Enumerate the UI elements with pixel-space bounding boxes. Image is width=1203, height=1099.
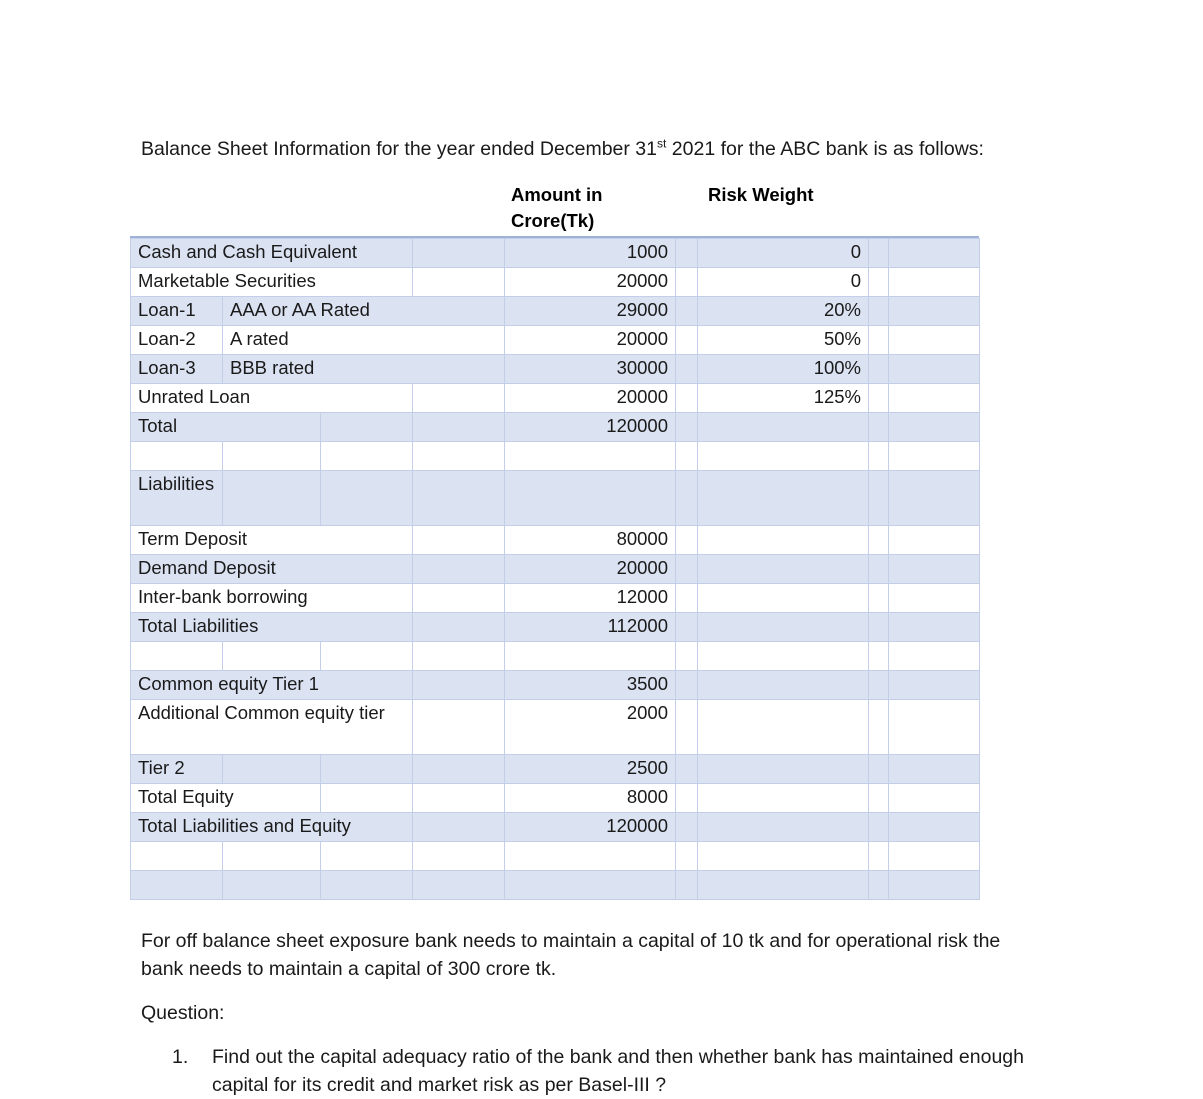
table-cell-empty — [889, 526, 980, 555]
table-cell-amount: 112000 — [505, 613, 676, 642]
table-cell-empty — [869, 784, 889, 813]
table-cell-spacer — [676, 584, 698, 613]
table-cell-empty — [413, 584, 505, 613]
table-cell-empty — [413, 784, 505, 813]
table-row — [131, 384, 980, 413]
table-row — [131, 297, 980, 326]
table-cell-spacer — [676, 755, 698, 784]
table-cell-amount: 29000 — [505, 297, 676, 326]
table-cell-empty — [889, 239, 980, 268]
table-cell-spacer — [676, 471, 698, 526]
table-cell-amount: 20000 — [505, 555, 676, 584]
table-cell-empty — [889, 584, 980, 613]
table-cell-empty — [869, 642, 889, 671]
table-cell-empty — [131, 442, 223, 471]
table-cell-empty — [698, 842, 869, 871]
table-cell-risk-weight: 20% — [698, 297, 869, 326]
table-cell-empty — [889, 700, 980, 755]
table-cell-label: Loan-3 — [131, 355, 223, 384]
table-cell-empty — [869, 297, 889, 326]
table-row — [131, 584, 980, 613]
list-item-marker: 1. — [172, 1046, 189, 1068]
table-cell-amount: 3500 — [505, 671, 676, 700]
table-cell-risk-weight — [698, 813, 869, 842]
table-cell-empty — [869, 755, 889, 784]
table-cell-amount: 2000 — [505, 700, 676, 755]
table-cell-empty — [321, 442, 413, 471]
table-cell-empty — [321, 784, 413, 813]
table-cell-empty — [131, 842, 223, 871]
table-cell-empty — [889, 442, 980, 471]
table-cell-empty — [869, 239, 889, 268]
table-cell-amount: 8000 — [505, 784, 676, 813]
table-cell-empty — [223, 871, 321, 900]
table-cell-empty — [413, 526, 505, 555]
table-cell-risk-weight: 50% — [698, 326, 869, 355]
table-row — [131, 700, 980, 755]
table-cell-label: Demand Deposit — [131, 555, 413, 584]
table-cell-risk-weight: 0 — [698, 239, 869, 268]
table-row — [131, 326, 980, 355]
balance-sheet-table-wrapper — [130, 236, 979, 900]
list-item-text: Find out the capital adequacy ratio of the bank and then whether bank has maintained enough capital for its credit and market risk as per Basel-III ? — [212, 1046, 1024, 1096]
table-cell-rating: BBB rated — [223, 355, 505, 384]
table-cell-empty — [869, 384, 889, 413]
table-cell-empty — [413, 671, 505, 700]
table-cell-empty — [698, 442, 869, 471]
table-cell-empty — [676, 871, 698, 900]
note-paragraph: For off balance sheet exposure bank needs to maintain a capital of 10 tk and for operational risk the bank needs to maintain a capital of 300 crore tk. — [141, 930, 1001, 980]
list-item — [141, 1043, 1071, 1099]
table-cell-empty — [223, 842, 321, 871]
table-cell-empty — [413, 613, 505, 642]
table-cell-amount — [505, 471, 676, 526]
table-cell-amount: 80000 — [505, 526, 676, 555]
table-cell-label: Common equity Tier 1 — [131, 671, 413, 700]
table-cell-empty — [321, 755, 413, 784]
table-cell-risk-weight — [698, 526, 869, 555]
table-cell-empty — [413, 642, 505, 671]
table-cell-empty — [889, 871, 980, 900]
table-row — [131, 526, 980, 555]
table-cell-empty — [413, 268, 505, 297]
table-cell-empty — [223, 442, 321, 471]
table-row — [131, 442, 980, 471]
table-cell-empty — [869, 813, 889, 842]
table-cell-empty — [869, 526, 889, 555]
table-cell-empty — [413, 755, 505, 784]
table-cell-empty — [869, 842, 889, 871]
table-cell-spacer — [676, 526, 698, 555]
table-cell-empty — [413, 442, 505, 471]
table-cell-risk-weight — [698, 555, 869, 584]
table-cell-spacer — [676, 355, 698, 384]
table-cell-empty — [131, 642, 223, 671]
table-cell-empty — [869, 268, 889, 297]
table-cell-empty — [889, 755, 980, 784]
table-cell-empty — [889, 842, 980, 871]
ordinal-suffix: st — [656, 136, 667, 151]
table-cell-risk-weight — [698, 471, 869, 526]
table-row — [131, 613, 980, 642]
table-cell-empty — [889, 471, 980, 526]
table-cell-risk-weight — [698, 784, 869, 813]
table-cell-empty — [413, 842, 505, 871]
table-cell-spacer — [676, 297, 698, 326]
table-cell-amount: 30000 — [505, 355, 676, 384]
table-cell-risk-weight: 0 — [698, 268, 869, 297]
table-cell-empty — [869, 613, 889, 642]
table-cell-label: Unrated Loan — [131, 384, 413, 413]
table-cell-empty — [505, 642, 676, 671]
table-cell-empty — [698, 642, 869, 671]
table-cell-empty — [321, 471, 413, 526]
table-cell-label: Term Deposit — [131, 526, 413, 555]
column-header-amount: Amount in Crore(Tk) — [511, 184, 603, 231]
table-cell-amount: 1000 — [505, 239, 676, 268]
balance-sheet-table-body — [131, 239, 980, 900]
table-cell-empty — [889, 671, 980, 700]
table-cell-empty — [698, 871, 869, 900]
table-cell-amount: 12000 — [505, 584, 676, 613]
table-cell-label: Total Liabilities — [131, 613, 413, 642]
table-cell-risk-weight — [698, 755, 869, 784]
table-row — [131, 784, 980, 813]
table-cell-rating: AAA or AA Rated — [223, 297, 505, 326]
table-cell-empty — [223, 755, 321, 784]
table-cell-label: Cash and Cash Equivalent — [131, 239, 413, 268]
table-cell-empty — [505, 842, 676, 871]
table-row — [131, 239, 980, 268]
question-label: Question: — [141, 1002, 225, 1024]
intro-sentence — [141, 136, 984, 163]
table-cell-spacer — [676, 268, 698, 297]
table-cell-empty — [223, 642, 321, 671]
table-cell-empty — [131, 871, 223, 900]
table-row — [131, 471, 980, 526]
table-row — [131, 555, 980, 584]
table-cell-spacer — [676, 613, 698, 642]
table-cell-empty — [869, 871, 889, 900]
table-cell-empty — [889, 784, 980, 813]
table-cell-risk-weight — [698, 671, 869, 700]
table-cell-amount: 120000 — [505, 413, 676, 442]
table-cell-empty — [889, 326, 980, 355]
table-cell-risk-weight — [698, 413, 869, 442]
table-cell-spacer — [676, 671, 698, 700]
table-cell-empty — [676, 642, 698, 671]
table-cell-amount: 120000 — [505, 813, 676, 842]
table-cell-label: Total — [131, 413, 321, 442]
table-cell-empty — [869, 700, 889, 755]
table-cell-empty — [889, 613, 980, 642]
table-cell-spacer — [676, 784, 698, 813]
table-row — [131, 642, 980, 671]
table-cell-empty — [889, 384, 980, 413]
table-cell-empty — [869, 355, 889, 384]
table-cell-risk-weight: 125% — [698, 384, 869, 413]
table-cell-label: Inter-bank borrowing — [131, 584, 413, 613]
table-cell-empty — [869, 471, 889, 526]
table-cell-spacer — [676, 326, 698, 355]
table-cell-spacer — [676, 413, 698, 442]
table-cell-empty — [889, 413, 980, 442]
table-cell-empty — [889, 297, 980, 326]
table-cell-label: Marketable Securities — [131, 268, 413, 297]
table-row — [131, 268, 980, 297]
table-row — [131, 413, 980, 442]
table-cell-spacer — [676, 813, 698, 842]
table-row — [131, 671, 980, 700]
table-cell-empty — [413, 555, 505, 584]
table-cell-amount: 20000 — [505, 326, 676, 355]
table-cell-spacer — [676, 555, 698, 584]
table-cell-risk-weight — [698, 584, 869, 613]
table-cell-empty — [869, 413, 889, 442]
table-cell-amount: 20000 — [505, 268, 676, 297]
table-cell-empty — [889, 642, 980, 671]
table-cell-label: Loan-2 — [131, 326, 223, 355]
table-cell-empty — [889, 813, 980, 842]
table-cell-label: Liabilities — [131, 471, 223, 526]
table-cell-empty — [321, 413, 413, 442]
table-cell-empty — [413, 813, 505, 842]
table-cell-rating: A rated — [223, 326, 505, 355]
table-cell-empty — [505, 871, 676, 900]
table-cell-label: Loan-1 — [131, 297, 223, 326]
question-list — [141, 1043, 1071, 1099]
table-cell-empty — [321, 871, 413, 900]
table-cell-empty — [413, 871, 505, 900]
table-cell-label: Total Liabilities and Equity — [131, 813, 413, 842]
table-cell-risk-weight — [698, 700, 869, 755]
balance-sheet-table — [130, 238, 980, 900]
table-cell-spacer — [676, 239, 698, 268]
table-cell-amount: 20000 — [505, 384, 676, 413]
table-cell-risk-weight — [698, 613, 869, 642]
table-cell-empty — [413, 413, 505, 442]
table-cell-empty — [676, 442, 698, 471]
intro-text-before: Balance Sheet Information for the year ended December 31 — [141, 138, 657, 160]
column-header-risk-weight: Risk Weight — [708, 184, 814, 205]
table-cell-empty — [869, 555, 889, 584]
table-cell-label: Additional Common equity tier — [131, 700, 413, 755]
table-cell-empty — [869, 671, 889, 700]
table-cell-spacer — [676, 700, 698, 755]
table-cell-empty — [321, 642, 413, 671]
table-cell-empty — [676, 842, 698, 871]
table-cell-empty — [321, 842, 413, 871]
table-cell-risk-weight: 100% — [698, 355, 869, 384]
table-cell-empty — [413, 384, 505, 413]
table-cell-empty — [413, 471, 505, 526]
table-cell-amount: 2500 — [505, 755, 676, 784]
table-cell-empty — [413, 239, 505, 268]
table-cell-empty — [889, 555, 980, 584]
table-cell-empty — [413, 700, 505, 755]
table-cell-empty — [869, 326, 889, 355]
table-cell-empty — [223, 471, 321, 526]
table-row — [131, 842, 980, 871]
table-row — [131, 755, 980, 784]
table-row — [131, 813, 980, 842]
table-cell-empty — [889, 355, 980, 384]
table-cell-empty — [869, 442, 889, 471]
table-cell-empty — [889, 268, 980, 297]
table-cell-spacer — [676, 384, 698, 413]
table-cell-empty — [869, 584, 889, 613]
table-row — [131, 871, 980, 900]
table-cell-empty — [505, 442, 676, 471]
intro-text-after: 2021 for the ABC bank is as follows: — [666, 138, 984, 160]
table-cell-label: Tier 2 — [131, 755, 223, 784]
table-row — [131, 355, 980, 384]
table-cell-label: Total Equity — [131, 784, 321, 813]
